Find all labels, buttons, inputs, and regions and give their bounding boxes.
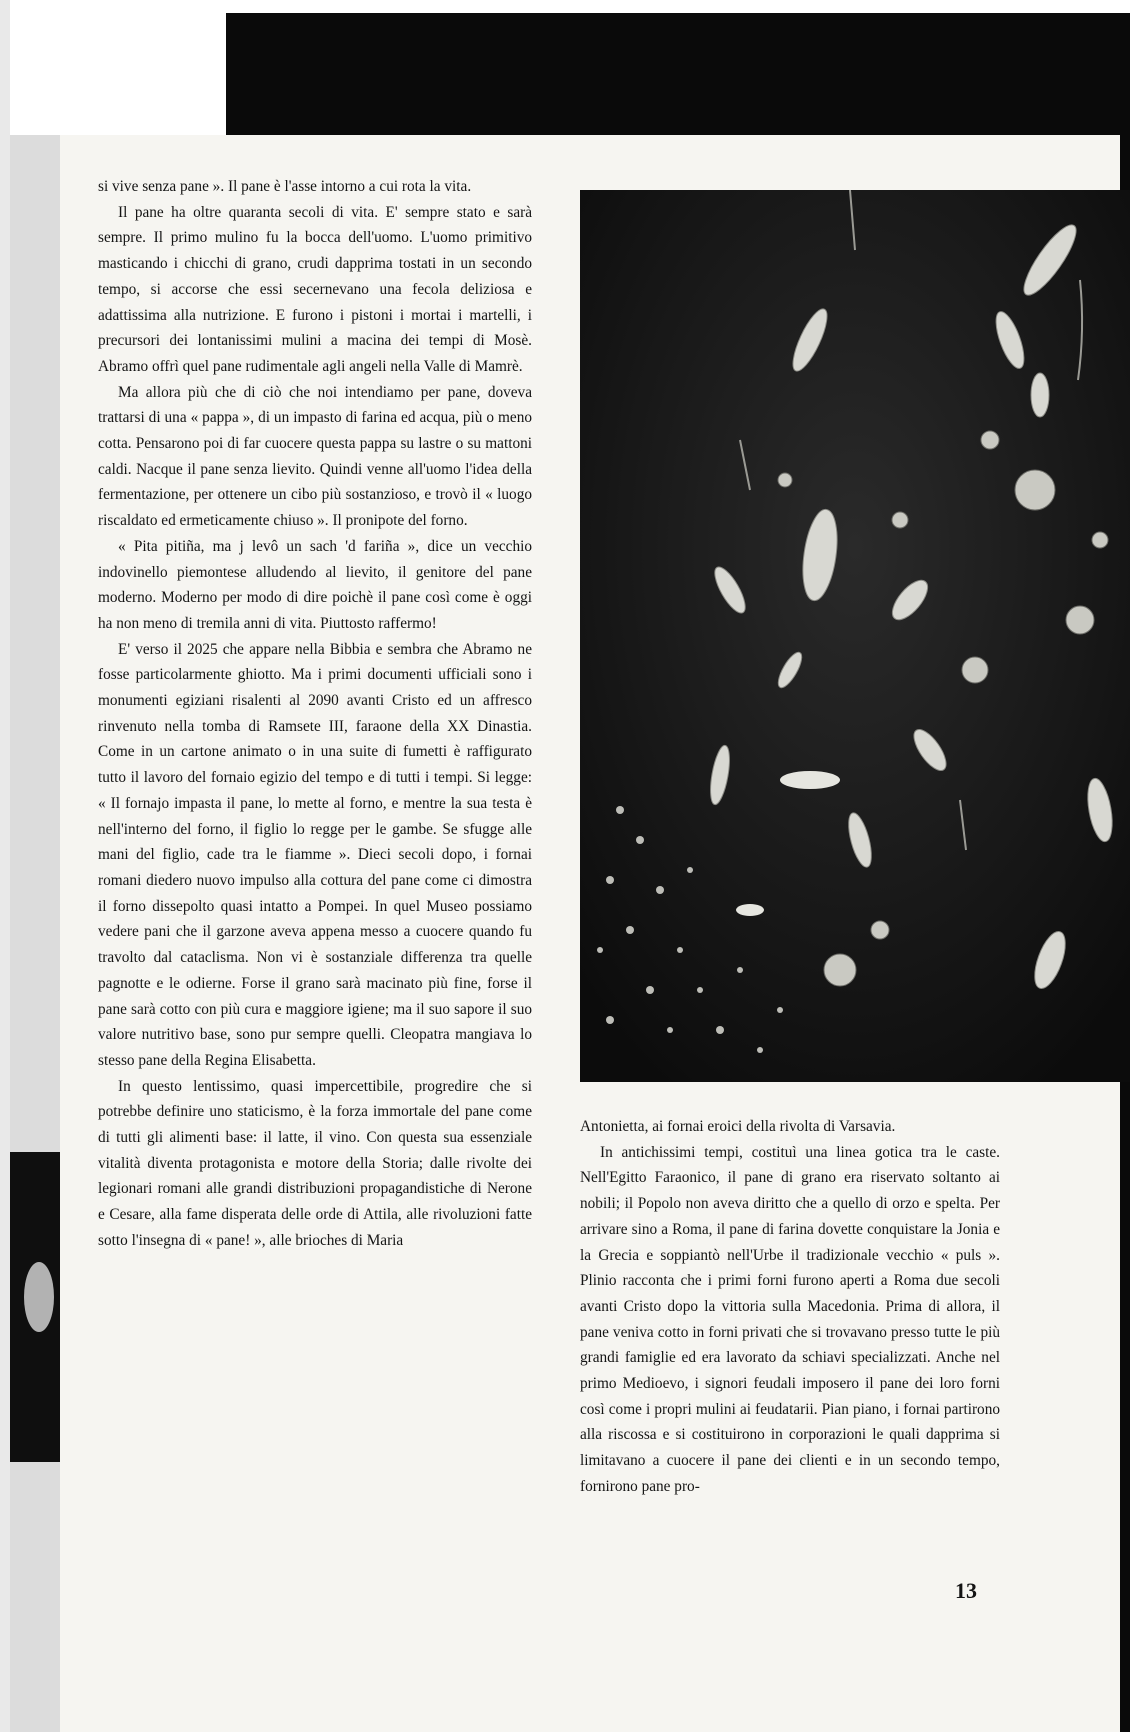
adjacent-page-photo-sliver — [10, 1152, 60, 1462]
paragraph: Antonietta, ai fornai eroici della rivolta di Varsavia. — [580, 1118, 896, 1135]
scan-margin-top-left — [10, 13, 226, 135]
paragraph: « Pita pitiña, ma j levô un sach 'd fariña », dice un vecchio indovinello piemontese alludendo al lievito, il genitore del pane moderno. Moderno per modo di dire poichè il pane così come è oggi ha non meno di tremila anni di vita. Piuttosto raffermo! — [98, 537, 532, 632]
paragraph: si vive senza pane ». Il pane è l'asse intorno a cui rota la vita. — [98, 178, 472, 195]
text-column-right — [580, 1114, 1000, 1500]
page-gutter — [10, 135, 60, 1732]
page-number: 13 — [955, 1578, 977, 1603]
micrograph-illustration — [580, 190, 1130, 1082]
paragraph: In antichissimi tempi, costituì una linea gotica tra le caste. Nell'Egitto Faraonico, il pane di grano era riservato soltanto ai nobili; il Popolo non aveva diritto che a quello di orzo e spelta. Per arrivare sino a Roma, il pane di farina dovette conquistare la Jonia e la Grecia e soppiantò nell'Urbe il tradizionale vecchio « puls ». Plinio racconta che i primi forni furono aperti a Roma due secoli avanti Cristo dopo la vittoria sulla Macedonia. Prima di allora, il pane veniva cotto in forni privati che si trovavano presso tutte le più grandi famiglie ed era lavorato da schiavi specializzati. Anche nel primo Medioevo, i signori feudali imposero il pane dei loro forni così come i propri mulini ai feudatarii. Pian piano, i fornai partirono alla riscossa e si costituirono in corporazioni le quali dapprima si limitavano a cuocere il pane dei clienti e in un secondo tempo, fornirono pane pro- — [580, 1143, 1000, 1495]
paragraph: E' verso il 2025 che appare nella Bibbia e sembra che Abramo ne fosse particolarmente ghiotto. Ma i primi documenti ufficiali sono i monumenti egiziani risalenti al 2090 avanti Cristo ed un affresco rinvenuto nella tomba di Ramsete III, faraone della XX Dinastia. Come in un cartone animato o in una suite di fumetti è raffigurato tutto il lavoro del fornaio egizio del tempo e di tutti i tempi. Si legge: « Il fornajo impasta il pane, lo mette al forno, e mentre la sua testa è nell'interno del forno, il figlio lo regge per le gambe. Se sfugge alle mani del figlio, cade tra le fiamme ». Dieci secoli dopo, i fornai romani diedero nuovo impulso alla cottura del pane come ci dimostra il forno dissepolto quasi intatto a Pompei. In quel Museo possiamo vedere pani che il garzone aveva appena messo a cuocere quando fu travolto dal cataclisma. Non vi è sostanziale differenza tra quelle pagnotte e le odierne. Forse il grano sarà macinato più fine, forse il pane sarà cotto con più cura e maggiore igiene; ma il suo sapore il suo valore nutritivo base, sono pur sempre quelli. Cleopatra mangiava lo stesso pane della Regina Elisabetta. — [98, 640, 532, 1069]
scan-margin-top — [10, 0, 1130, 13]
scan-margin-left — [0, 0, 10, 1732]
sliver-highlight — [24, 1262, 54, 1332]
paragraph: Ma allora più che di ciò che noi intendiamo per pane, doveva trattarsi di una « pappa », di un impasto di farina ed acqua, più o meno cotta. Pensarono poi di far cuocere questa pappa su lastre o su mattoni caldi. Nacque il pane senza lievito. Quindi venne all'uomo l'idea della fermentazione, per ottenere un cibo più sostanzioso, e trovò il « luogo riscaldato ed ermeticamente chiuso ». Il pronipote del forno. — [98, 383, 532, 530]
paragraph: Il pane ha oltre quaranta secoli di vita. E' sempre stato e sarà sempre. Il primo mulino fu la bocca dell'uomo. L'uomo primitivo masticando i chicchi di grano, crudi dapprima tostati in un secondo tempo, si accorse che essi secernevano una fecola deliziosa e adattissima alla nutrizione. E furono i pistoni i mortai i martelli, i precursori dei lontanissimi mulini a macina dei tempi di Mosè. Abramo offrì quel pane rudimentale agli angeli nella Valle di Mamrè. — [98, 203, 532, 375]
text-column-left — [98, 174, 532, 1254]
previous-page-edge — [226, 13, 1130, 135]
micrograph-photo — [580, 190, 1130, 1082]
paragraph: In questo lentissimo, quasi impercettibile, progredire che si potrebbe definire uno staticismo, è la forza immortale del pane come di tutti gli alimenti base: il latte, il vino. Con questa sua essenziale vitalità diventa protagonista e motore della Storia; dalle rivolte dei legionari romani alle grandi distribuzioni propagandistiche di Nerone e Cesare, alla fame disperata delle orde di Attila, alle rivoluzioni fatte sotto l'insegna di « pane! », alle brioches di Maria — [98, 1077, 532, 1249]
